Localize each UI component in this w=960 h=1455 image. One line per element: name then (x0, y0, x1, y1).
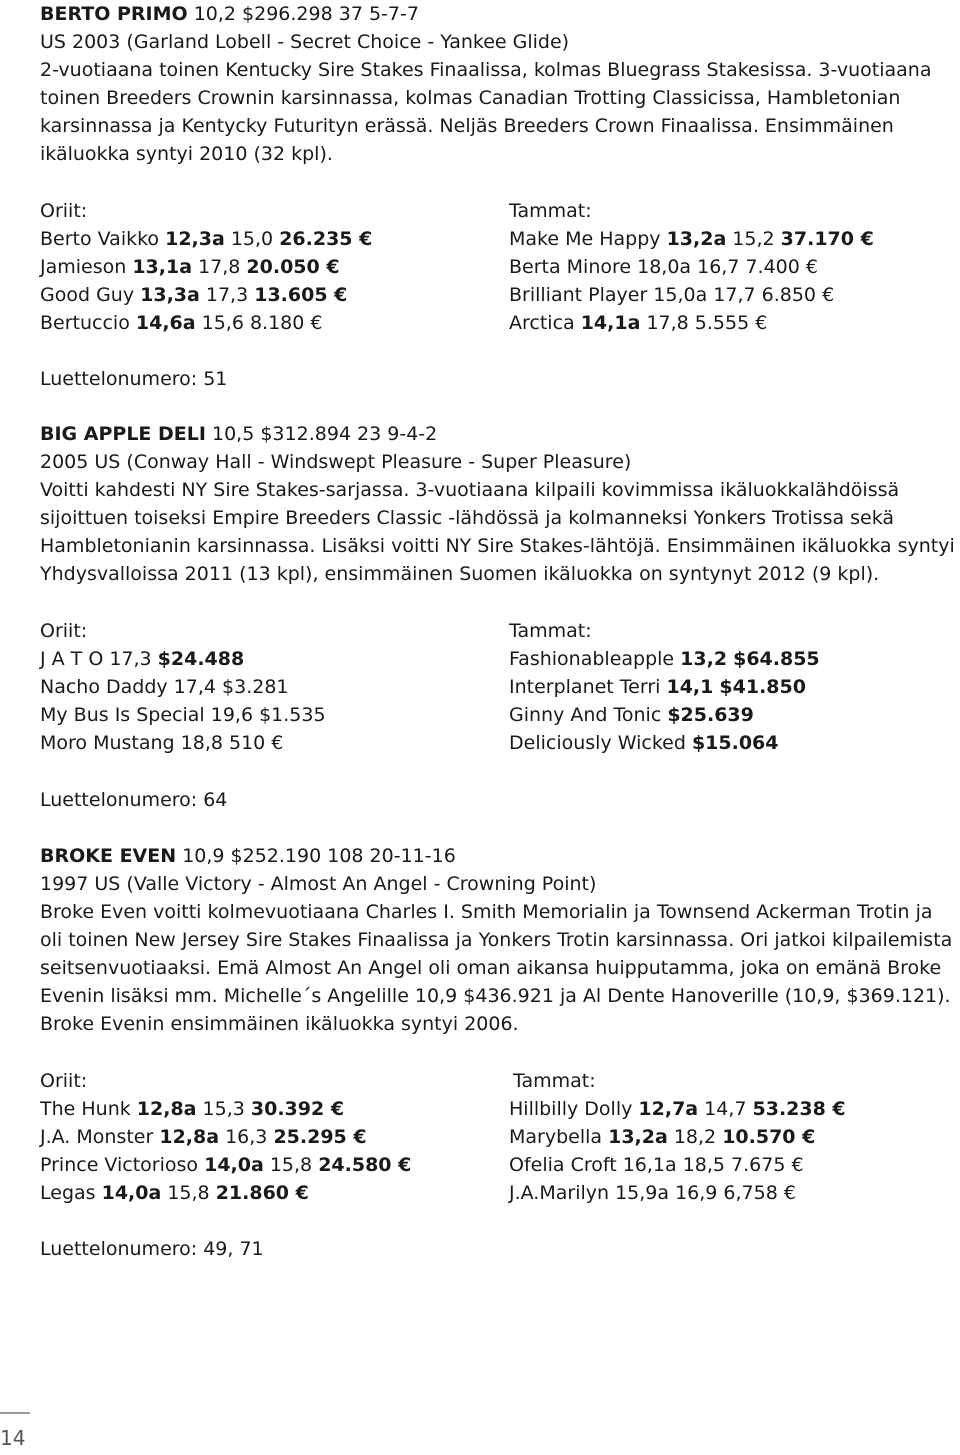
offspring-line: My Bus Is Special 19,6 $1.535 (40, 704, 326, 726)
catalog-number: Luettelonumero: 51 (40, 368, 228, 390)
offspring-line: Good Guy 13,3a 17,3 13.605 € (40, 284, 348, 306)
offspring-line: Prince Victorioso 14,0a 15,8 24.580 € (40, 1154, 412, 1176)
stallions-label: Oriit: (40, 620, 88, 642)
offspring-line: Hillbilly Dolly 12,7a 14,7 53.238 € (509, 1098, 846, 1120)
horse-record: 10,5 $312.894 23 9-4-2 (205, 423, 438, 445)
horse-record: 10,2 $296.298 37 5-7-7 (187, 3, 419, 25)
offspring-line: Legas 14,0a 15,8 21.860 € (40, 1182, 309, 1204)
horse-name: BROKE EVEN (40, 845, 177, 867)
offspring-line: Moro Mustang 18,8 510 € (40, 732, 284, 754)
horse-section (40, 842, 958, 1038)
stallions-column (40, 1067, 411, 1207)
offspring-line: Make Me Happy 13,2a 15,2 37.170 € (509, 228, 874, 250)
catalog-number: Luettelonumero: 49, 71 (40, 1238, 264, 1260)
horse-description: 2-vuotiaana toinen Kentucky Sire Stakes Finaalissa, kolmas Bluegrass Stakesissa. 3-vuotiaana toinen Breeders Crownin karsinnassa, kolmas Canadian Trotting Classicissa, Hambletonian karsinnassa ja Kentycky Futurityn erässä. Neljäs Breeders Crown Finaalissa. Ensimmäinen ikäluokka syntyi 2010 (32 kpl). (40, 59, 932, 165)
horse-section (40, 420, 958, 588)
offspring-line: Marybella 13,2a 18,2 10.570 € (509, 1126, 816, 1148)
offspring-line: Berta Minore 18,0a 16,7 7.400 € (509, 256, 818, 278)
horse-header (40, 420, 958, 448)
offspring-line: Nacho Daddy 17,4 $3.281 (40, 676, 289, 698)
mares-column (509, 197, 874, 337)
page-number: 14 (0, 1426, 26, 1450)
page-number-rule (0, 1412, 30, 1414)
stallions-column (40, 617, 326, 757)
horse-description: Broke Even voitti kolmevuotiaana Charles I. Smith Memorialin ja Townsend Ackerman Trotin ja oli toinen New Jersey Sire Stakes Finaalissa ja Yonkers Trotin karsinnassa. Ori jatkoi kilpailemista seitsenvuotiaaksi. Emä Almost An Angel oli oman aikansa huipputamma, joka on emänä Broke Evenin lisäksi mm. Michelle´s Angelille 10,9 $436.921 ja Al Dente Hanoverille (10,9, $369.121). Broke Evenin ensimmäinen ikäluokka syntyi 2006. (40, 901, 953, 1035)
offspring-line: J.A.Marilyn 15,9a 16,9 6,758 € (509, 1182, 796, 1204)
offspring-line: Jamieson 13,1a 17,8 20.050 € (40, 256, 340, 278)
stallions-label: Oriit: (40, 200, 88, 222)
stallions-label: Oriit: (40, 1070, 88, 1092)
horse-header (40, 842, 958, 870)
horse-section (40, 0, 958, 168)
horse-name: BIG APPLE DELI (40, 423, 206, 445)
offspring-line: Bertuccio 14,6a 15,6 8.180 € (40, 312, 323, 334)
offspring-line: Ofelia Croft 16,1a 18,5 7.675 € (509, 1154, 804, 1176)
horse-pedigree: US 2003 (Garland Lobell - Secret Choice - Yankee Glide) (40, 31, 570, 53)
offspring-line: J A T O 17,3 $24.488 (40, 648, 245, 670)
mares-label: Tammat: (509, 200, 592, 222)
offspring-line: The Hunk 12,8a 15,3 30.392 € (40, 1098, 345, 1120)
offspring-line: J.A. Monster 12,8a 16,3 25.295 € (40, 1126, 367, 1148)
horse-header (40, 0, 958, 28)
mares-column (509, 617, 820, 757)
mares-label: Tammat: (509, 620, 592, 642)
horse-record: 10,9 $252.190 108 20-11-16 (176, 845, 456, 867)
offspring-line: Fashionableapple 13,2 $64.855 (509, 648, 820, 670)
offspring-line: Berto Vaikko 12,3a 15,0 26.235 € (40, 228, 373, 250)
horse-name: BERTO PRIMO (40, 3, 188, 25)
offspring-line: Interplanet Terri 14,1 $41.850 (509, 676, 806, 698)
offspring-line: Arctica 14,1a 17,8 5.555 € (509, 312, 768, 334)
horse-pedigree: 1997 US (Valle Victory - Almost An Angel - Crowning Point) (40, 873, 597, 895)
offspring-line: Deliciously Wicked $15.064 (509, 732, 779, 754)
mares-column (509, 1067, 846, 1207)
mares-label: Tammat: (513, 1070, 596, 1092)
horse-pedigree: 2005 US (Conway Hall - Windswept Pleasure - Super Pleasure) (40, 451, 632, 473)
stallions-column (40, 197, 372, 337)
catalog-number: Luettelonumero: 64 (40, 789, 228, 811)
offspring-line: Ginny And Tonic $25.639 (509, 704, 754, 726)
offspring-line: Brilliant Player 15,0a 17,7 6.850 € (509, 284, 835, 306)
horse-description: Voitti kahdesti NY Sire Stakes-sarjassa. 3-vuotiaana kilpaili kovimmissa ikäluokkalähdöissä sijoittuen toiseksi Empire Breeders Classic -lähdössä ja kolmanneksi Yonkers Trotissa sekä Hambletonianin karsinnassa. Lisäksi voitti NY Sire Stakes-lähtöjä. Ensimmäinen ikäluokka syntyi Yhdysvalloissa 2011 (13 kpl), ensimmäinen Suomen ikäluokka on syntynyt 2012 (9 kpl). (40, 479, 955, 585)
